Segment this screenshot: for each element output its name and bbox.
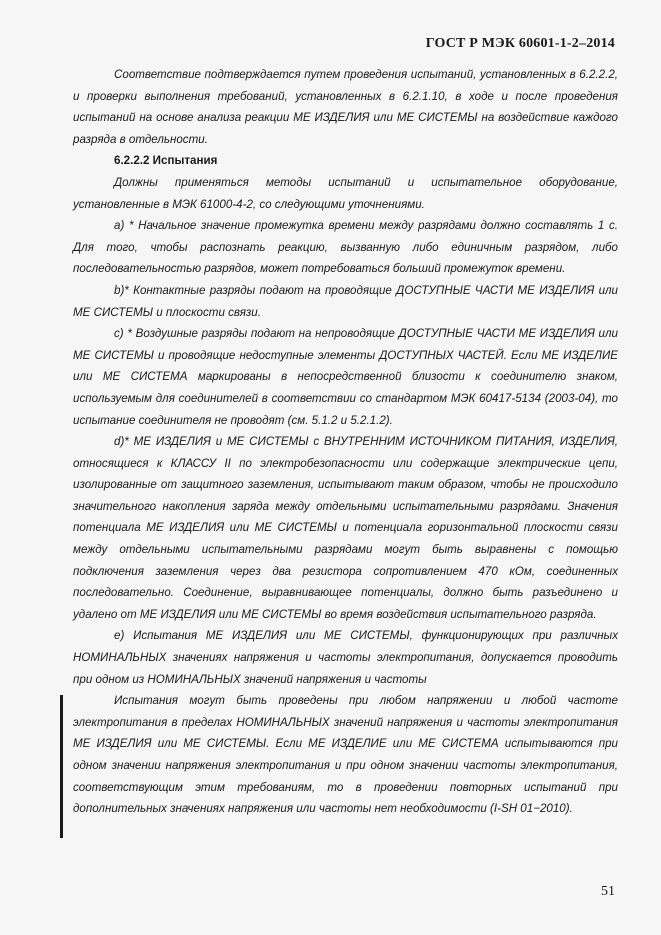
paragraph-item-b: b)* Контактные разряды подают на проводящие ДОСТУПНЫЕ ЧАСТИ МЕ ИЗДЕЛИЯ или МЕ СИСТЕМЫ и плоскости связи. [73,283,618,319]
section-heading: 6.2.2.2 Испытания [114,154,218,168]
standard-header: ГОСТ Р МЭК 60601-1-2–2014 [425,36,615,51]
page-number: 51 [601,884,615,899]
change-bar [60,695,63,838]
marked-change-block [73,690,618,820]
paragraph-item-e: e) Испытания МЕ ИЗДЕЛИЯ или МЕ СИСТЕМЫ, функционирующих при различных НОМИНАЛЬНЫХ значениях напряжения и частоты электропитания, допускается проводить при одном из НОМИНАЛЬНЫХ значений напряжения и частоты [73,629,618,686]
paragraph-item-d: d)* МЕ ИЗДЕЛИЯ и МЕ СИСТЕМЫ с ВНУТРЕННИМ ИСТОЧНИКОМ ПИТАНИЯ, ИЗДЕЛИЯ, относящиеся к КЛАССУ II по электробезопасности или содержащие электрические цепи, изолированные от защитного заземления, испытывают таким образом, чтобы не происходило значительного накопления заряда между отдельными испытательными разрядами. Значения потенциала МЕ ИЗДЕЛИЯ или МЕ СИСТЕМЫ и потенциала горизонтальной плоскости связи между отдельными испытательными разрядами могут быть выравнены с помощью подключения заземления через два резистора сопротивлением 470 кОм, соединенных последовательно. Соединение, выравнивающее потенциалы, должно быть разъединено и удалено от МЕ ИЗДЕЛИЯ или МЕ СИСТЕМЫ во время воздействия испытательного разряда. [73,435,618,621]
paragraph-item-c: c) * Воздушные разряды подают на непроводящие ДОСТУПНЫЕ ЧАСТИ МЕ ИЗДЕЛИЯ или МЕ СИСТЕМЫ и проводящие недоступные элементы ДОСТУПНЫХ ЧАСТЕЙ. Если МЕ ИЗДЕЛИЕ или МЕ СИСТЕМА маркированы в непосредственной близости к соединителю знаком, используемым для соединителей в соответствии со стандартом МЭК 60417-5134 (2003-04), то испытание соединителя не проводят (см. 5.1.2 и 5.2.1.2). [73,327,618,427]
paragraph-methods: Должны применяться методы испытаний и испытательное оборудование, установленные в МЭК 61000-4-2, со следующими уточнениями. [73,175,618,211]
paragraph-item-a: a) * Начальное значение промежутка времени между разрядами должно составлять 1 с. Для того, чтобы распознать реакцию, вызванную либо единичным разрядом, либо последовательностью разрядов, может потребоваться больший промежуток времени. [73,219,618,276]
paragraph-compliance: Соответствие подтверждается путем проведения испытаний, установленных в 6.2.2.2, и проверки выполнения требований, установленных в 6.2.1.10, в ходе и после проведения испытаний на основе анализа реакции МЕ ИЗДЕЛИЯ или МЕ СИСТЕМЫ на воздействие каждого разряда в отдельности. [73,68,618,146]
paragraph-test-conditions: Испытания могут быть проведены при любом напряжении и любой частоте электропитания в пределах НОМИНАЛЬНЫХ значений напряжения и частоты электропитания МЕ ИЗДЕЛИЯ или МЕ СИСТЕМЫ. Если МЕ ИЗДЕЛИЕ или МЕ СИСТЕМА испытываются при одном значении напряжения электропитания и при одном значении частоты электропитания, соответствующим этим требованиям, то в проведении повторных испытаний при дополнительных значениях напряжения или частоты нет необходимости (I-SH 01−2010). [73,694,618,816]
document-body [73,64,618,820]
